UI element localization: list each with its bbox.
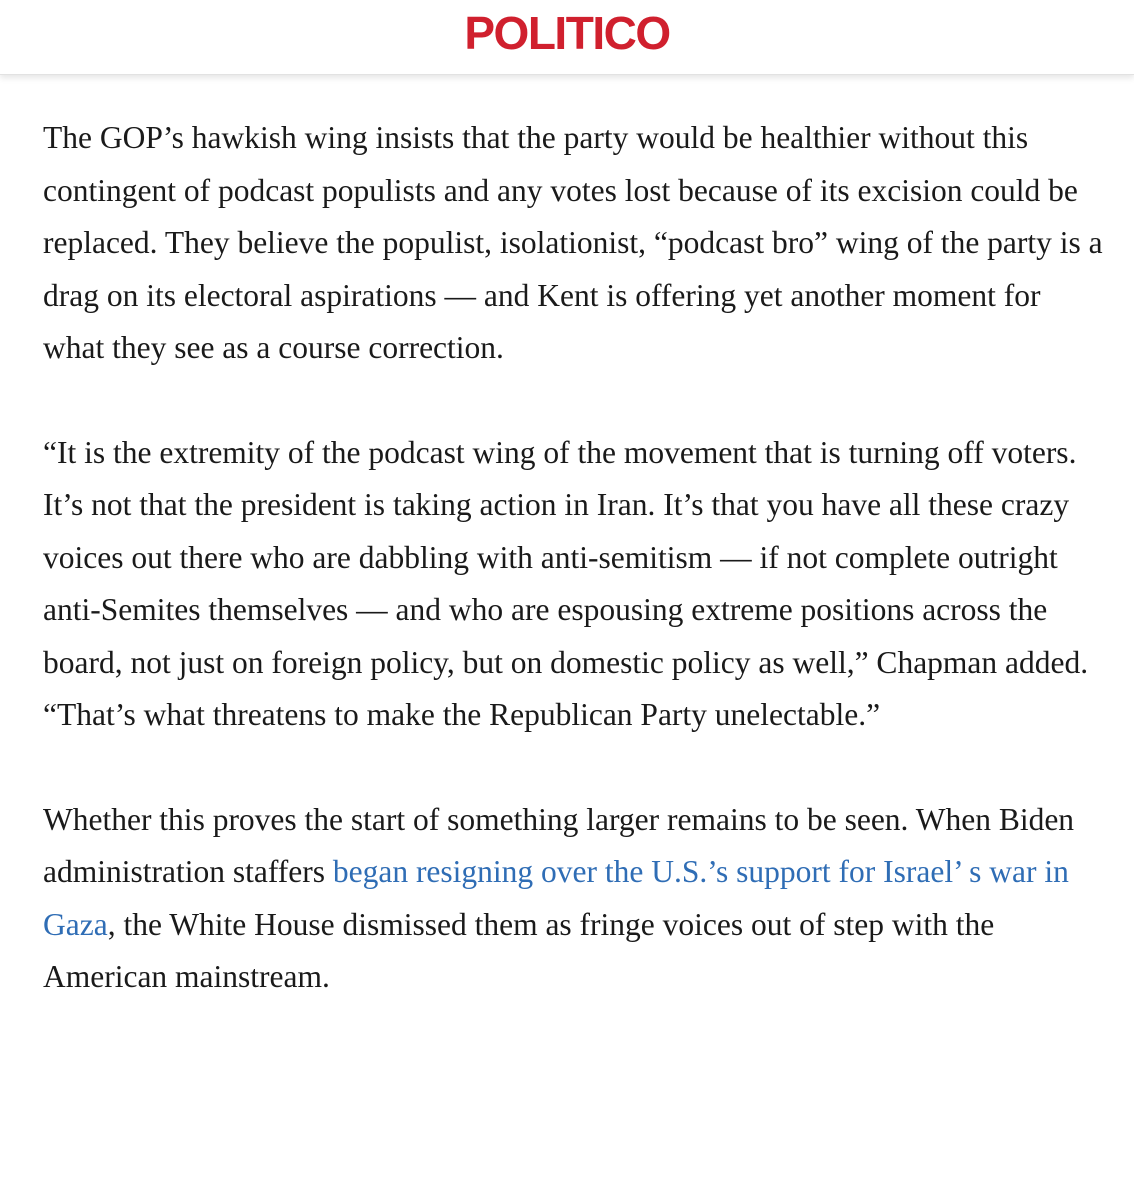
article-paragraph-1: The GOP’s hawkish wing insists that the party would be healthier without this contingent of podcast populists and any votes lost because of its excision could be replaced. They believe the populist, isolationist, “podcast bro” wing of the party is a drag on its electoral aspirations — and Kent is offering yet another moment for what they see as a course correction. [43,120,1103,365]
politico-logo[interactable]: POLITICO [464,7,670,59]
article-body [43,112,1103,1004]
site-header [0,0,1134,75]
paragraph-3-text-after-link: , the White House dismissed them as fringe voices out of step with the American mainstream. [43,906,995,994]
article-paragraph-3 [43,794,1103,1004]
gaza-resignations-link[interactable]: began resigning over the U.S.’s support for Israel’ s war in Gaza [43,854,1069,942]
paragraph-3-text-before-link: Whether this proves the start of something larger remains to be seen. When Biden administration staffers [43,801,1075,889]
article-paragraph-2: “It is the extremity of the podcast wing of the movement that is turning off voters. It’s not that the president is taking action in Iran. It’s that you have all these crazy voices out there who are dabbling with anti-semitism — if not complete outright anti-Semites themselves — and who are espousing extreme positions across the board, not just on foreign policy, but on domestic policy as well,” Chapman added. “That’s what threatens to make the Republican Party unelectable.” [43,434,1089,732]
